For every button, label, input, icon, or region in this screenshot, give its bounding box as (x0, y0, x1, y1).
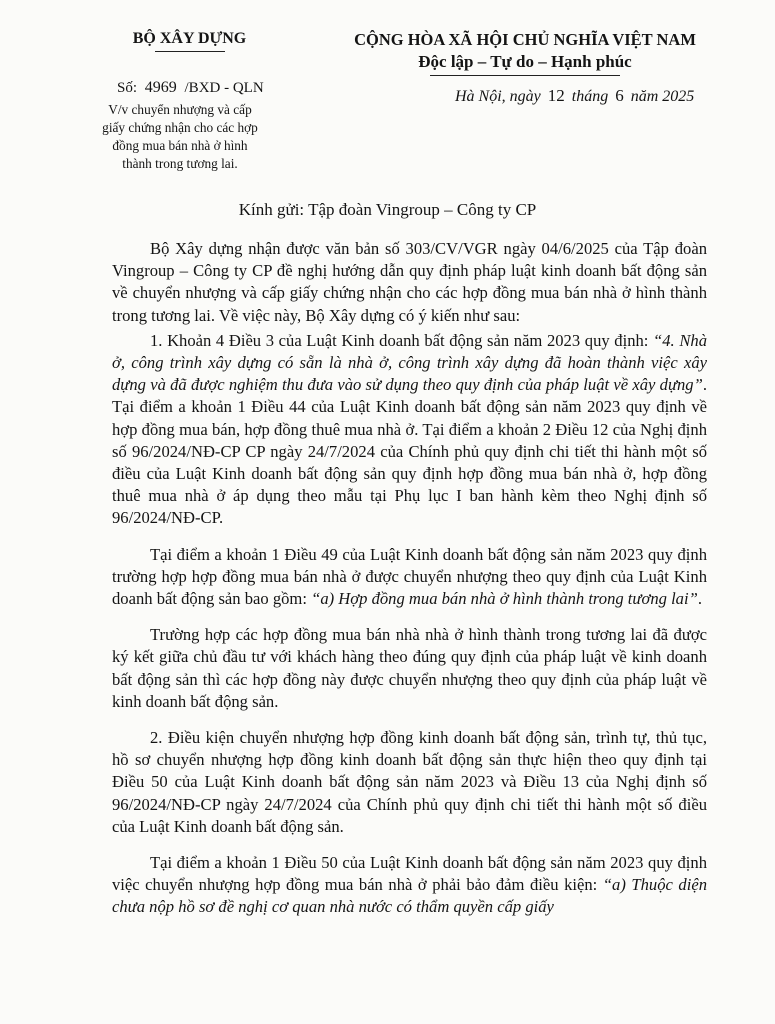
date-prefix: Hà Nội, ngày (455, 88, 541, 105)
paragraph-2-rest: . Tại điểm a khoản 1 Điều 44 của Luật Kinh doanh bất động sản năm 2023 quy định về hợp đồng mua bán, hợp đồng thuê mua nhà ở. Tại điểm a khoản 2 Điều 12 của Nghị định số 96/2024/NĐ-CP CP ngày 24/7/2024 của Chính phủ quy định chi tiết thi hành một số điều của Luật Kinh doanh bất động sản quy định hợp đồng mua bán nhà ở, hợp đồng thuê mua nhà ở áp dụng theo mẫu tại Phụ lục I ban hành kèm theo Nghị định số 96/2024/NĐ-CP. (112, 375, 707, 528)
paragraph-1: Bộ Xây dựng nhận được văn bản số 303/CV/VGR ngày 04/6/2025 của Tập đoàn Vingroup – Công ty CP đề nghị hướng dẫn quy định pháp luật kinh doanh bất động sản về chuyển nhượng và cấp giấy chứng nhận cho các hợp đồng mua bán nhà ở hình thành trong tương lai. Về việc này, Bộ Xây dựng có ý kiến như sau: (112, 239, 707, 325)
paragraph-3 (112, 544, 707, 611)
paragraph-2 (112, 330, 707, 530)
paragraph-6-quote: “a) Thuộc diện chưa nộp hồ sơ đề nghị cơ quan nhà nước có thẩm quyền cấp giấy (112, 875, 707, 917)
national-header (340, 30, 710, 76)
document-subject: V/v chuyển nhượng và cấp giấy chứng nhận cho các hợp đồng mua bán nhà ở hình thành trong tương lai. (102, 102, 258, 171)
ministry-header (92, 30, 287, 52)
document-body (112, 238, 707, 919)
ministry-name: BỘ XÂY DỰNG (132, 30, 247, 47)
national-motto: Độc lập – Tự do – Hạnh phúc (418, 52, 632, 71)
doc-number-label: Số: (117, 80, 138, 96)
paragraph-6-intro: Tại điểm a khoản 1 Điều 50 của Luật Kinh doanh bất động sản năm 2023 quy định việc chuyển nhượng hợp đồng mua bán nhà ở phải bảo đảm điều kiện: (112, 853, 707, 895)
country-name: CỘNG HÒA XÃ HỘI CHỦ NGHĨA VIỆT NAM (354, 30, 696, 49)
paragraph-3-quote: “a) Hợp đồng mua bán nhà ở hình thành trong tương lai” (311, 589, 698, 609)
paragraph-6 (112, 852, 707, 919)
date-month: 6 (615, 86, 624, 105)
motto-underline (430, 75, 620, 76)
date-year: năm 2025 (630, 88, 695, 105)
document-date (455, 86, 694, 106)
paragraph-3-intro: Tại điểm a khoản 1 Điều 49 của Luật Kinh doanh bất động sản năm 2023 quy định trường hợp hợp đồng mua bán nhà ở được chuyển nhượng theo quy định của Luật Kinh doanh bất động sản bao gồm: (112, 544, 707, 609)
ministry-underline (155, 51, 225, 52)
paragraph-5: 2. Điều kiện chuyển nhượng hợp đồng kinh doanh bất động sản, trình tự, thủ tục, hồ sơ chuyển nhượng hợp đồng kinh doanh bất động sản thực hiện theo quy định tại Điều 50 của Luật Kinh doanh bất động sản năm 2023 và Điều 13 của Nghị định số 96/2024/NĐ-CP ngày 24/7/2024 của Chính phủ quy định chi tiết thi hành một số điều của Luật Kinh doanh bất động sản. (112, 728, 707, 836)
date-day: 12 (547, 86, 565, 105)
doc-number-value: 4969 (144, 79, 177, 96)
paragraph-3-end: . (697, 589, 702, 609)
date-month-label: tháng (571, 88, 609, 105)
recipient-line: Kính gửi: Tập đoàn Vingroup – Công ty CP (238, 200, 537, 219)
paragraph-2-intro: 1. Khoản 4 Điều 3 của Luật Kinh doanh bất động sản năm 2023 quy định: (150, 330, 654, 350)
paragraph-4: Trường hợp các hợp đồng mua bán nhà nhà ở hình thành trong tương lai đã được ký kết giữa chủ đầu tư với khách hàng theo đúng quy định của pháp luật về kinh doanh bất động sản thì các hợp đồng này được chuyển nhượng theo quy định của pháp luật về kinh doanh bất động sản. (112, 625, 707, 711)
paragraph-2-quote: “4. Nhà ở, công trình xây dựng có sẵn là nhà ở, công trình xây dựng đã hoàn thành việc xây dựng và đã được nghiệm thu đưa vào sử dụng theo quy định của pháp luật về xây dựng” (112, 330, 707, 395)
document-number (117, 79, 264, 97)
doc-number-suffix: /BXD - QLN (184, 80, 264, 96)
